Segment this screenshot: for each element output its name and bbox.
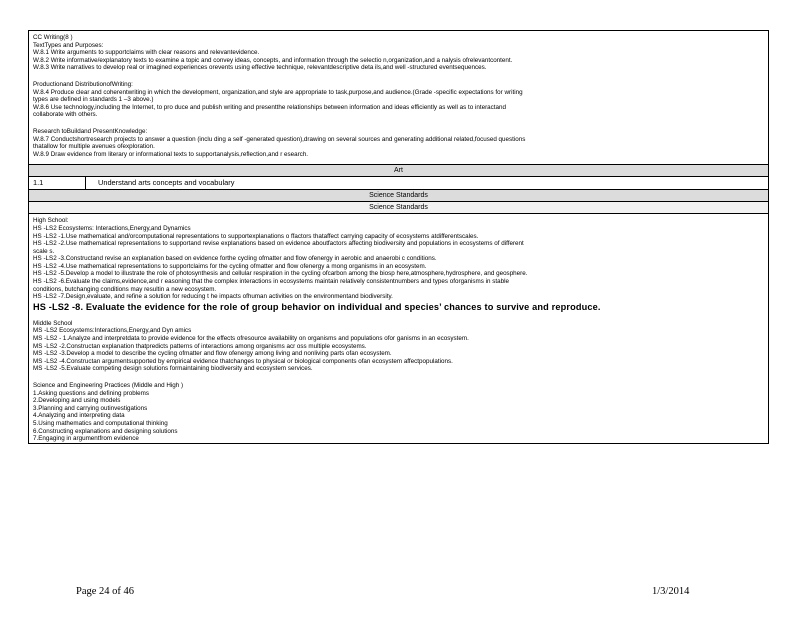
production-heading: Productionand DistributionofWriting: [33,80,133,88]
research-heading: Research toBuildand PresentKnowledge: [33,127,148,135]
science-band-2: Science Standards [28,201,769,213]
standard-line: HS -LS2 -2.Use mathematical representations to supportand revise explanations based on evidence aboutfactors affecting biodiversity and populations in ecosystems of different [33,240,524,248]
art-row-text: Understand arts concepts and vocabulary [98,178,235,188]
standard-line: HS -LS2 -3.Constructand revise an explanation based on evidence forthe cycling ofmatter and flow ofenergy in aerobic and anaerobi c conditions. [33,255,437,263]
art-row [28,176,769,189]
standard-line: thatallow for multiple avenues ofexploration. [33,143,155,151]
standard-line: W.8.1 Write arguments to supportclaims with clear reasons and relevantevidence. [33,49,260,57]
standard-line: HS -LS2 -6.Evaluate the claims,evidence,and r easoning that the complex interactions in ecosystems maintain relatively consistentnumbers and types oforganisms in stable [33,278,509,286]
practice-item: 3.Planning and carrying outinvestigations [33,404,148,412]
standard-line: W.8.2 Write informative/explanatory texts to examine a topic and convey ideas, concepts, and information through the selectio n,organization,and a nalysis ofrelevantcontent. [33,56,513,64]
standard-line: W.8.6 Use technology,including the Internet, to pro duce and publish writing and presentthe relationships between information and ideas efficiently as well as to interactand [33,103,506,111]
practice-item: 6.Constructing explanations and designing solutions [33,427,178,435]
ela-heading: CC Writing(8 ) [33,34,73,41]
practice-item: 5.Using mathematics and computational thinking [33,419,168,427]
art-row-number: 1.1 [29,177,86,189]
text-types-heading: TextTypes and Purposes: [33,41,104,49]
standard-line: MS -LS2 -3.Develop a model to describe the cycling ofmatter and flow ofenergy among living and nonliving parts ofan ecosystem. [33,350,392,358]
standard-line: conditions, butchanging conditions may resultin a new ecosystem. [33,285,217,293]
ms-ls2-heading: MS -LS2 Ecosystems:Interactions,Energy,and Dyn amics [33,327,192,335]
standard-line: collaborate with others. [33,111,98,119]
standard-line: W.8.7 Conductshortresearch projects to answer a question (inclu ding a self -generated question),drawing on several sources and generating additional related,focused questions [33,135,526,143]
middle-school-heading: Middle School [33,319,73,327]
standard-line: HS -LS2 -4.Use mathematical representations to supportclaims for the cycling ofmatter and flow ofenergy a mong organisms in an ecosystem. [33,262,427,270]
standard-line: MS -LS2 - 1.Analyze and interpretdata to provide evidence for the effects ofresource availability on organisms and populations ofor ganisms in an ecosystem. [33,335,469,343]
standard-line: MS -LS2 -5.Evaluate competing design solutions formaintaining biodiversity and ecosystem services. [33,365,313,373]
standard-line: HS -LS2 -1.Use mathematical and/orcomputational representations to supportexplanations o ffactors thataffect carrying capacity of ecosystems atdifferentscales. [33,232,479,240]
practice-item: 1.Asking questions and defining problems [33,389,149,397]
practice-item: 7.Engaging in argumentfrom evidence [33,435,139,443]
page-number: Page 24 of 46 [76,586,135,597]
ela-writing-section [28,30,769,164]
art-band: Art [28,164,769,176]
practice-item: 4.Analyzing and interpreting data [33,412,125,420]
standard-line: HS -LS2 -7.Design,evaluate, and refine a solution for reducing t he impacts ofhuman activities on the environmentand biodiversity. [33,293,393,301]
science-section [28,213,769,443]
hs-ls2-heading: HS -LS2 Ecosystems: Interactions,Energy,and Dynamics [33,224,191,232]
document-page [28,30,769,444]
practice-item: 2.Developing and using models [33,397,121,405]
standard-line: HS -LS2 -5.Develop a model to illustrate the role of photosynthesis and cellular respiration in the cycling ofcarbon among the biosp here,atmosphere,hydrosphere, and geosphere. [33,270,528,278]
standard-line: MS -LS2 -4.Constructan argumentsupported by empirical evidence thatchanges to physical or biological components ofan ecosystem affectpopulations. [33,357,453,365]
standard-line: W.8.4 Produce clear and coherentwriting in which the development, organization,and style are appropriate to task,purpose,and audience.(Grade -specific expectations for writing [33,88,523,96]
standard-line: scale s. [33,247,55,255]
standard-line: MS -LS2 -2.Constructan explanation thatpredicts patterns of interactions among organisms acr oss multiple ecosystems. [33,342,367,350]
footer-date: 1/3/2014 [652,586,690,597]
standard-line: types are defined in standards 1 –3 above.) [33,96,154,104]
standard-line: W.8.3 Write narratives to develop real or imagined experiences orevents using effective technique, relevantdescriptive deta ils,and well -structured eventsequences. [33,64,487,72]
standard-line: W.8.9 Draw evidence from literary or informational texts to supportanalysis,reflection,and r esearch. [33,150,309,158]
science-band-1: Science Standards [28,189,769,201]
high-school-heading: High School: [33,217,69,225]
practices-heading: Science and Engineering Practices (Middle and High ) [33,382,184,389]
hs-ls2-8-highlight: HS -LS2 -8. Evaluate the evidence for the role of group behavior on individual and species’ chances to survive and reproduce. [33,301,601,312]
